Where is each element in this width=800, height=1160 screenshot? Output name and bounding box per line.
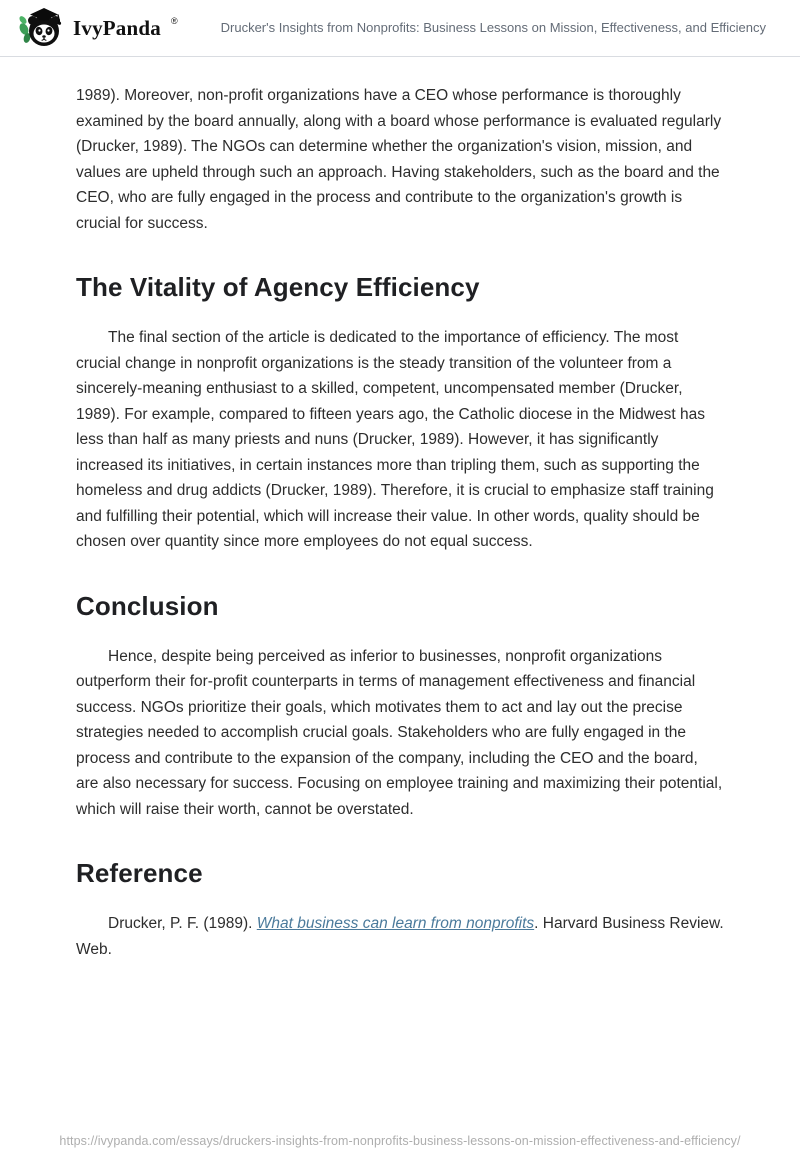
paragraph-intro-continuation: 1989). Moreover, non-profit organizations have a CEO whose performance is thoroughly examined by the board annually, along with a board whose performance is evaluated regularly (Drucker, 1989). The NGOs can determine whether the organization's vision, mission, and values are upheld through such an approach. Having stakeholders, such as the board and the CEO, who are fully engaged in the process and contribute to the organization's growth is crucial for success. bbox=[76, 87, 722, 232]
paragraph-conclusion: Hence, despite being perceived as inferior to businesses, nonprofit organizations outperform their for-profit counterparts in terms of management effectiveness and financial success. NGOs prioritize their goals, which motivates them to act and lay out the precise strategies needed to accomplish crucial goals. Stakeholders who are fully engaged in the process and contribute to the expansion of the company, including the CEO and the board, are also necessary for success. Focusing on employee training and maximizing their potential, which will raise their worth, cannot be overstated. bbox=[76, 647, 723, 818]
page-footer bbox=[0, 1134, 800, 1148]
ivypanda-logo-icon bbox=[18, 7, 64, 49]
reference-text-after: . Harvard Business Review. Web. bbox=[76, 915, 724, 958]
document-title: Drucker's Insights from Nonprofits: Business Lessons on Mission, Effectiveness, and Efficiency bbox=[220, 19, 766, 35]
section-heading-reference: Reference bbox=[76, 858, 203, 888]
page-url: https://ivypanda.com/essays/druckers-insights-from-nonprofits-business-lessons-on-mission-effectiveness-and-efficiency/ bbox=[59, 1134, 741, 1148]
reference-link[interactable]: What business can learn from nonprofits bbox=[256, 915, 535, 932]
paragraph-efficiency: The final section of the article is dedicated to the importance of efficiency. The most crucial change in nonprofit organizations is the steady transition of the volunteer from a sincerely-meaning enthusiast to a skilled, competent, uncompensated member (Drucker, 1989). For example, compared to fifteen years ago, the Catholic diocese in the Midwest has less than half as many priests and nuns (Drucker, 1989). However, it has significantly increased its initiatives, in certain instances more than tripling them, such as supporting the homeless and drug addicts (Drucker, 1989). Therefore, it is crucial to emphasize staff training and fulfilling their potential, which will increase their value. In other words, quality should be chosen over quantity since more employees do not equal success. bbox=[76, 329, 714, 550]
section-heading-conclusion: Conclusion bbox=[76, 590, 219, 621]
brand-name: IvyPanda bbox=[73, 15, 161, 40]
page-header bbox=[0, 0, 800, 57]
essay-content bbox=[0, 57, 800, 962]
reference-text-before: Drucker, P. F. (1989). bbox=[108, 915, 257, 932]
registered-mark: ® bbox=[170, 16, 178, 26]
section-heading-vitality-of-agency-efficiency: The Vitality of Agency Efficiency bbox=[76, 272, 480, 302]
reference-entry bbox=[76, 911, 724, 962]
brand-logo[interactable] bbox=[18, 7, 177, 49]
